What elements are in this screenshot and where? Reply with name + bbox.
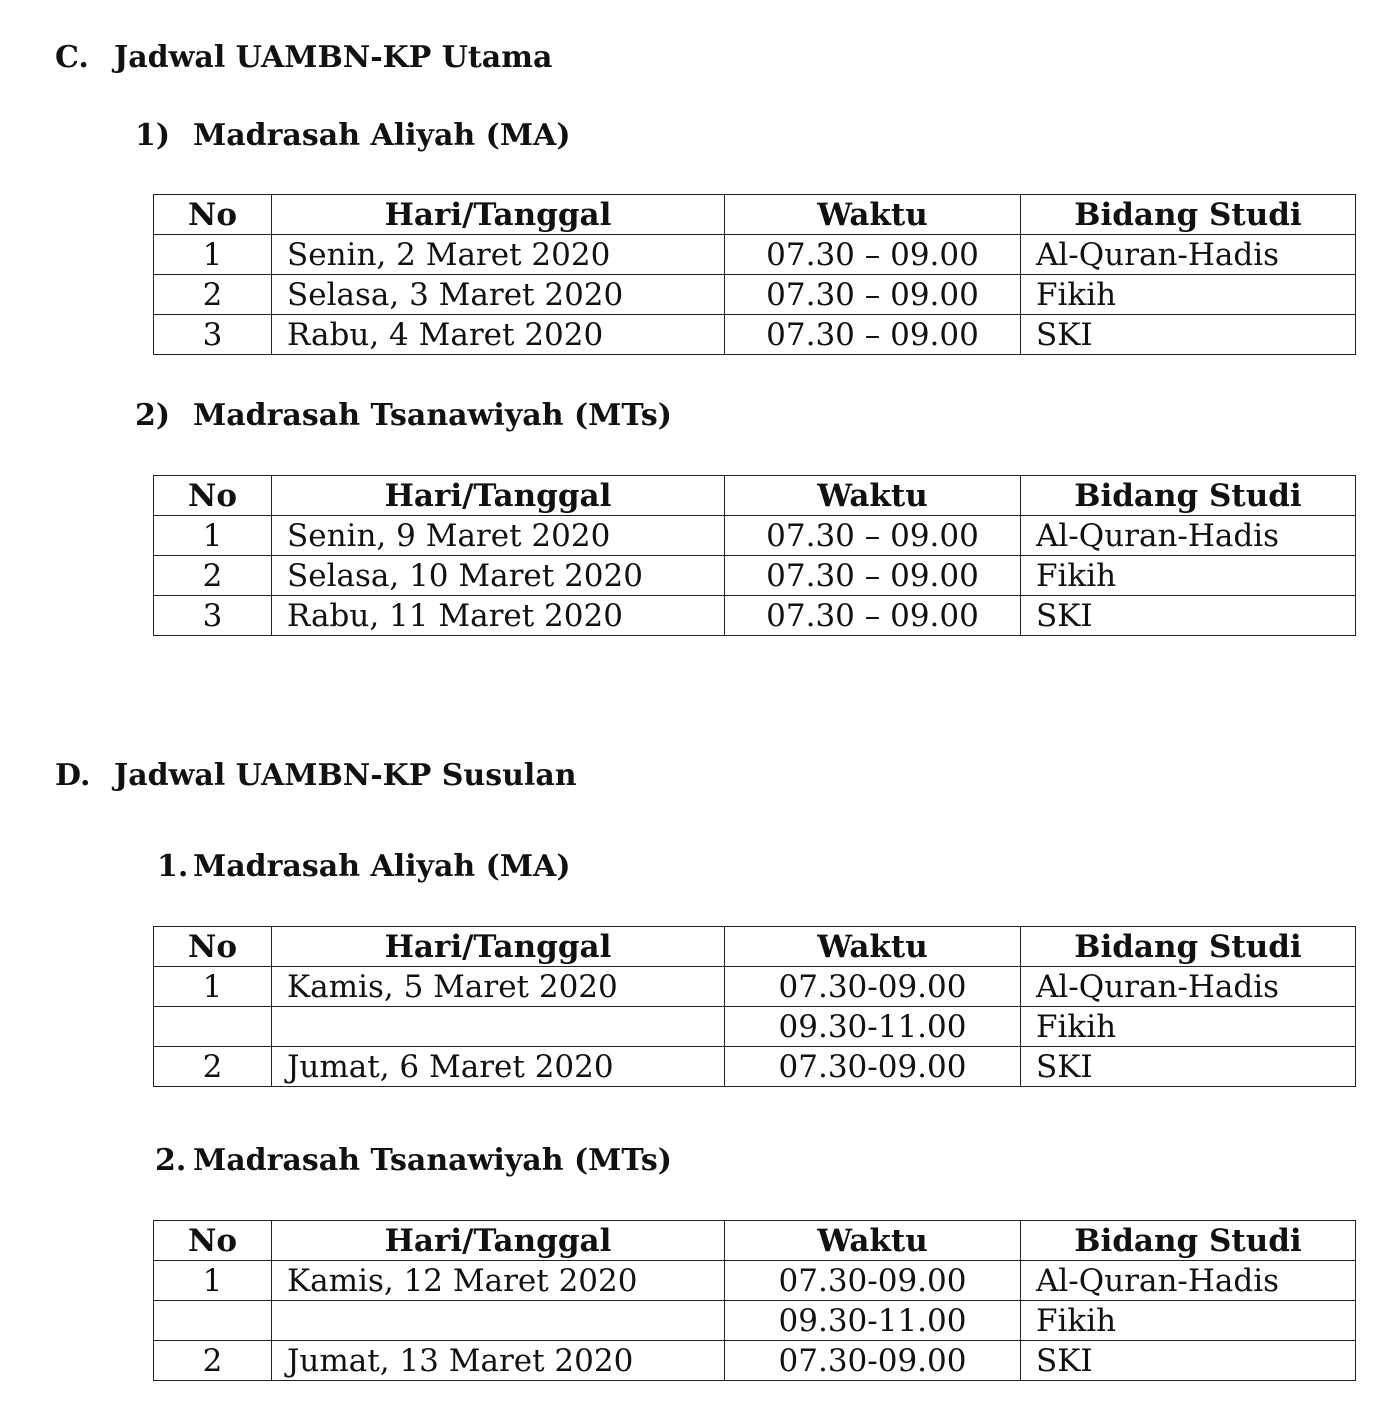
cell-day: Rabu, 11 Maret 2020 [272,596,725,636]
cell-day: Rabu, 4 Maret 2020 [272,315,725,355]
section-c-ma-number: 1) [135,118,171,153]
cell-day: Jumat, 6 Maret 2020 [272,1047,725,1087]
header-subject: Bidang Studi [1021,927,1356,967]
schedule-table-utama-mts [153,475,1356,636]
cell-time: 07.30-09.00 [725,1261,1021,1301]
section-d-ma-number: 1. [157,849,189,884]
cell-no: 3 [154,315,272,355]
header-time: Waktu [725,1221,1021,1261]
section-d-ma-heading [157,849,571,885]
section-d-ma-title: Madrasah Aliyah (MA) [193,849,571,884]
cell-time: 07.30 – 09.00 [725,596,1021,636]
table-row [154,1301,1356,1341]
header-no: No [154,1221,272,1261]
header-day: Hari/Tanggal [272,476,725,516]
table-row [154,516,1356,556]
header-time: Waktu [725,927,1021,967]
header-no: No [154,927,272,967]
section-c-letter: C. [55,40,89,75]
table-row [154,1341,1356,1381]
section-d-mts-number: 2. [155,1143,187,1178]
cell-subject: SKI [1021,1341,1356,1381]
cell-day [272,1007,725,1047]
table-row [154,556,1356,596]
schedule-table-utama-ma [153,194,1356,355]
section-d-heading [55,758,577,794]
cell-time: 09.30-11.00 [725,1007,1021,1047]
cell-no: 1 [154,967,272,1007]
table-row [154,1261,1356,1301]
cell-day: Senin, 2 Maret 2020 [272,235,725,275]
cell-no: 1 [154,516,272,556]
header-subject: Bidang Studi [1021,476,1356,516]
cell-time: 07.30-09.00 [725,1047,1021,1087]
schedule-table-susulan-mts [153,1220,1356,1381]
cell-subject: Al-Quran-Hadis [1021,1261,1356,1301]
table-row [154,315,1356,355]
section-c-mts-number: 2) [135,398,171,433]
cell-no: 2 [154,275,272,315]
cell-subject: SKI [1021,596,1356,636]
section-c-mts-title: Madrasah Tsanawiyah (MTs) [193,398,673,433]
cell-time: 07.30 – 09.00 [725,275,1021,315]
cell-no: 2 [154,556,272,596]
table-header-row [154,1221,1356,1261]
section-d-letter: D. [55,758,91,793]
cell-time: 07.30-09.00 [725,967,1021,1007]
cell-subject: Al-Quran-Hadis [1021,516,1356,556]
cell-subject: Fikih [1021,1301,1356,1341]
cell-day: Selasa, 3 Maret 2020 [272,275,725,315]
section-c-title: Jadwal UAMBN-KP Utama [114,40,553,75]
table-row [154,1007,1356,1047]
section-d-title: Jadwal UAMBN-KP Susulan [114,758,577,793]
table-row [154,275,1356,315]
table-row [154,235,1356,275]
header-day: Hari/Tanggal [272,927,725,967]
cell-subject: Fikih [1021,556,1356,596]
section-c-ma-heading [135,118,571,154]
cell-no [154,1007,272,1047]
schedule-table-susulan-ma [153,926,1356,1087]
cell-subject: Al-Quran-Hadis [1021,967,1356,1007]
header-subject: Bidang Studi [1021,195,1356,235]
cell-time: 09.30-11.00 [725,1301,1021,1341]
cell-day: Jumat, 13 Maret 2020 [272,1341,725,1381]
cell-no: 1 [154,235,272,275]
cell-subject: Fikih [1021,275,1356,315]
table-header-row [154,195,1356,235]
cell-day: Kamis, 5 Maret 2020 [272,967,725,1007]
table-header-row [154,476,1356,516]
table-row [154,967,1356,1007]
cell-subject: SKI [1021,1047,1356,1087]
section-c-ma-title: Madrasah Aliyah (MA) [193,118,571,153]
header-time: Waktu [725,476,1021,516]
header-day: Hari/Tanggal [272,195,725,235]
cell-no: 2 [154,1047,272,1087]
section-c-heading [55,40,552,76]
cell-subject: Fikih [1021,1007,1356,1047]
header-day: Hari/Tanggal [272,1221,725,1261]
cell-subject: Al-Quran-Hadis [1021,235,1356,275]
header-no: No [154,476,272,516]
header-subject: Bidang Studi [1021,1221,1356,1261]
header-time: Waktu [725,195,1021,235]
section-d-mts-title: Madrasah Tsanawiyah (MTs) [193,1143,673,1178]
cell-day [272,1301,725,1341]
cell-time: 07.30 – 09.00 [725,556,1021,596]
cell-time: 07.30 – 09.00 [725,516,1021,556]
section-d-mts-heading [155,1143,672,1179]
cell-no: 1 [154,1261,272,1301]
cell-day: Kamis, 12 Maret 2020 [272,1261,725,1301]
header-no: No [154,195,272,235]
section-c-mts-heading [135,398,672,434]
cell-time: 07.30 – 09.00 [725,235,1021,275]
table-row [154,1047,1356,1087]
cell-time: 07.30 – 09.00 [725,315,1021,355]
table-row [154,596,1356,636]
cell-no [154,1301,272,1341]
cell-subject: SKI [1021,315,1356,355]
cell-no: 3 [154,596,272,636]
cell-no: 2 [154,1341,272,1381]
cell-time: 07.30-09.00 [725,1341,1021,1381]
table-header-row [154,927,1356,967]
cell-day: Senin, 9 Maret 2020 [272,516,725,556]
cell-day: Selasa, 10 Maret 2020 [272,556,725,596]
